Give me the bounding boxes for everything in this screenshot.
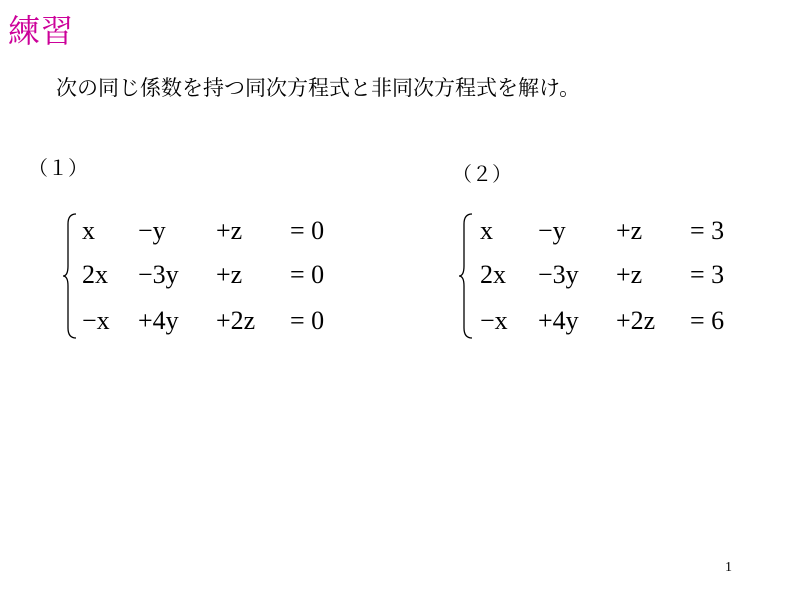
term-y: +4y [138, 306, 179, 335]
term-x: −x [82, 306, 110, 335]
term-y: −y [138, 216, 166, 245]
term-z: +z [616, 216, 643, 245]
instruction-text: 次の同じ係数を持つ同次方程式と非同次方程式を解け。 [56, 76, 581, 100]
rhs-value: = 6 [690, 306, 725, 335]
rhs-value: = 0 [290, 260, 325, 289]
term-z: +2z [616, 306, 656, 335]
rhs-value: = 0 [290, 216, 325, 245]
left-brace-icon [458, 210, 474, 342]
term-x: x [82, 216, 95, 245]
rhs-value: = 3 [690, 216, 725, 245]
problem-2-label: （２） [452, 162, 512, 186]
term-z: +2z [216, 306, 256, 335]
term-y: −3y [138, 260, 179, 289]
term-x: 2x [82, 260, 108, 289]
left-brace-icon [62, 210, 78, 342]
term-y: −3y [538, 260, 579, 289]
term-x: x [480, 216, 493, 245]
term-z: +z [216, 260, 243, 289]
term-x: −x [480, 306, 508, 335]
term-z: +z [216, 216, 243, 245]
term-x: 2x [480, 260, 506, 289]
term-y: +4y [538, 306, 579, 335]
page-number: 1 [725, 560, 732, 575]
term-z: +z [616, 260, 643, 289]
problem-1-label: （１） [28, 156, 88, 180]
equation-system-1 [62, 210, 362, 340]
equation-system-2 [458, 210, 758, 340]
rhs-value: = 0 [290, 306, 325, 335]
slide-title: 練習 [8, 12, 75, 50]
rhs-value: = 3 [690, 260, 725, 289]
term-y: −y [538, 216, 566, 245]
